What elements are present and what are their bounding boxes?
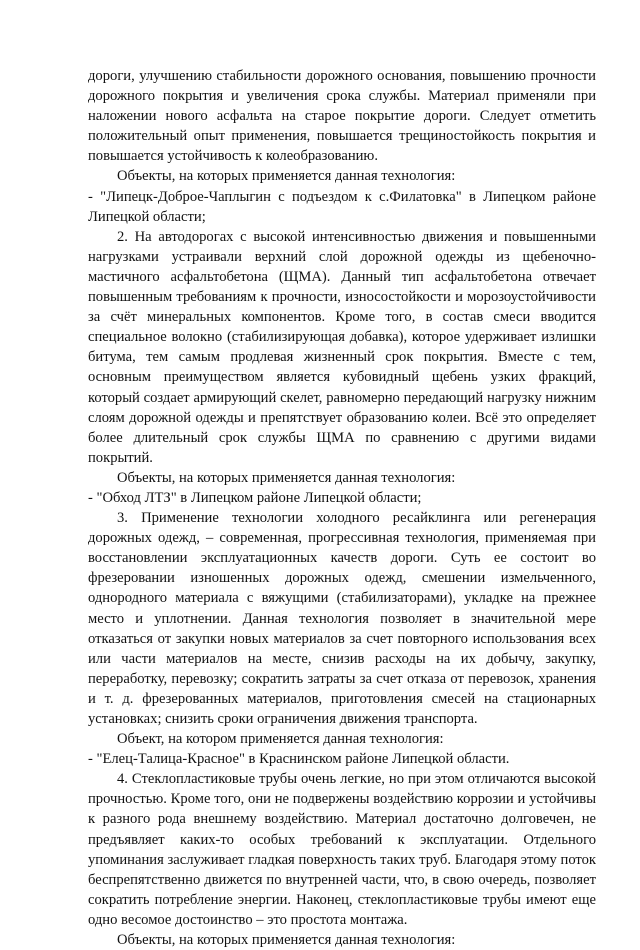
object-item-elets-talitsa-krasnoe: - "Елец-Талица-Красное" в Краснинском районе Липецкой области. [88,751,510,768]
document-page [88,66,596,950]
paragraph-fiberglass-pipes: 4. Стеклопластиковые трубы очень легкие, но при этом отличаются высокой прочностью. Кроме того, они не подвержены воздействию коррозии и устойчивы к разного рода внешнему воздействию. Материал достаточно долговечен, не предъявляет каких-то особых требований к эксплуатации. Отдельного упоминания заслуживает гладкая поверхность таких труб. Благодаря этому поток беспрепятственно движется по внутренней части, что, в свою очередь, позволяет сократить потребление энергии. Наконец, стеклопластиковые трубы имеют еще одно весомое достоинство – это простота монтажа. [88,771,596,928]
paragraph-shma: 2. На автодорогах с высокой интенсивностью движения и повышенными нагрузками устраивали верхний слой дорожной одежды из щебеночно-мастичного асфальтобетона (ЩМА). Данный тип асфальтобетона отвечает повышенным требованиям к прочности, износостойкости и морозоустойчивости за счёт минеральных компонентов. Кроме того, в состав смеси вводится специальное волокно (стабилизирующая добавка), которое удерживает излишки битума, тем самым продлевая жизненный срок покрытия. Вместе с тем, основным преимуществом является кубовидный щебень узких фракций, который создает армирующий скелет, равномерно передающий нагрузку нижним слоям дорожной одежды и препятствует образованию колеи. Всё это определяет более длительный срок службы ЩМА по сравнению с другими видами покрытий. [88,228,596,466]
objects-heading-4: Объекты, на которых применяется данная технология: [117,932,456,949]
objects-heading-2: Объекты, на которых применяется данная технология: [117,469,456,486]
object-item-obkhod-ltz: - "Обход ЛТЗ" в Липецком районе Липецкой области; [88,489,422,506]
paragraph-cold-recycling: 3. Применение технологии холодного ресайклинга или регенерация дорожных одежд, – современная, прогрессивная технология, применяемая при восстановлении эксплуатационных качеств дороги. Суть ее состоит во фрезеровании изношенных дорожных одежд, смешении измельченного, однородного материала с вяжущими (стабилизаторами), укладке на прежнее место и уплотнении. Данная технология позволяет в значительной мере отказаться от закупки новых материалов за счет повторного использования всех или части материалов на месте, снизив расходы на их добычу, закупку, переработку, перевозку; сократить затраты за счет отказа от перевозок, хранения и т. д. фрезерованных материалов, приготовления смесей на стационарных установках; снизить сроки ограничения движения транспорта. [88,510,596,727]
objects-heading-1: Объекты, на которых применяется данная технология: [117,168,456,185]
paragraph-asphalt-reinforcement-end: дороги, улучшению стабильности дорожного основания, повышению прочности дорожного покрытия и увеличения срока службы. Материал применяли при наложении нового асфальта на старое покрытие дороги. Следует отметить положительный опыт применения, повышается трещиностойкость покрытия и повышается устойчивость к колеобразованию. [88,68,596,165]
objects-heading-3: Объект, на котором применяется данная технология: [117,731,444,748]
object-item-lipetsk-dobroe-chaplygin: - "Липецк-Доброе-Чаплыгин с подъездом к с.Филатовка" в Липецком районе Липецкой области; [88,188,596,225]
